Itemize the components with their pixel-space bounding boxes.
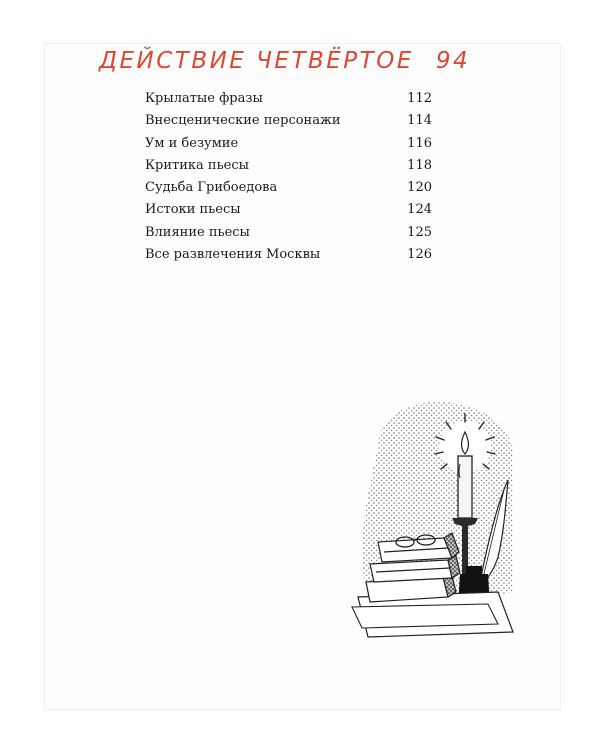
toc-item-page: 118: [407, 157, 432, 173]
toc-item-label: Критика пьесы: [145, 157, 249, 173]
toc-item[interactable]: [145, 199, 432, 221]
toc-item[interactable]: [145, 222, 432, 244]
toc-item-label: Все развлечения Москвы: [145, 247, 321, 263]
toc-item-page: 114: [407, 113, 432, 129]
toc-item[interactable]: [145, 244, 432, 266]
toc-item-label: Влияние пьесы: [145, 224, 250, 240]
section-title: ДЕЙСТВИЕ ЧЕТВЁРТОЕ: [99, 48, 414, 74]
toc-item[interactable]: [145, 133, 432, 155]
toc-item-label: Крылатые фразы: [145, 91, 263, 106]
section-heading: [99, 48, 470, 74]
candle-books-quill-illustration: [348, 392, 518, 642]
toc-item-page: 112: [407, 91, 432, 106]
toc-item-page: 124: [407, 202, 432, 218]
toc-item-page: 126: [407, 247, 432, 263]
toc-item[interactable]: [145, 88, 432, 110]
section-page-number: 94: [435, 48, 471, 74]
toc-item-page: 120: [407, 180, 432, 196]
toc-item-page: 116: [407, 135, 432, 151]
toc-item[interactable]: [145, 110, 432, 132]
toc-item[interactable]: [145, 177, 432, 199]
toc-item-label: Истоки пьесы: [145, 202, 241, 218]
toc-item-page: 125: [407, 224, 432, 240]
toc-item-label: Внесценические персонажи: [145, 113, 341, 129]
toc-item-label: Судьба Грибоедова: [145, 180, 278, 196]
toc-item[interactable]: [145, 155, 432, 177]
table-of-contents: [145, 88, 432, 266]
toc-item-label: Ум и безумие: [145, 135, 239, 151]
